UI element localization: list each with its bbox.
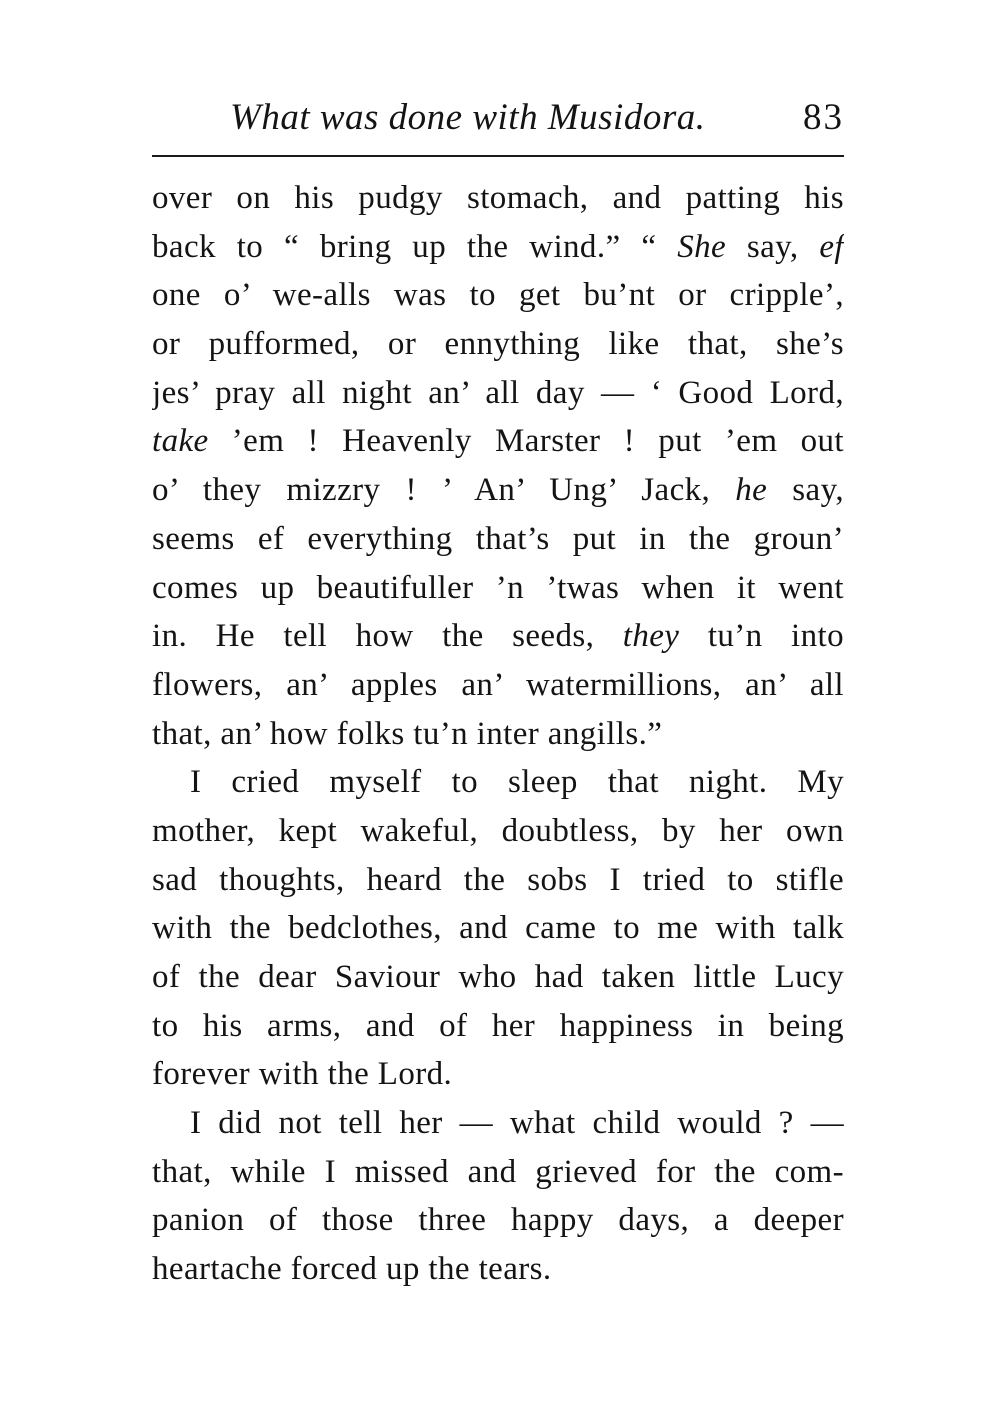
text-segment: back to “ bring up the wind.” “ [152,228,678,265]
italic-text: take [152,423,209,460]
text-segment: tu’n into [679,618,844,655]
text-line [152,174,844,223]
text-segment: comes up beautifuller ’n ’twas when it went [152,569,844,606]
italic-text: ef [819,228,844,265]
text-line [152,515,844,564]
text-segment: o’ they mizzry ! ’ An’ Ung’ Jack, [152,472,736,509]
text-line [152,320,844,369]
text-segment: heartache forced up the tears. [152,1251,552,1288]
text-line [152,807,844,856]
text-line [152,417,844,466]
text-segment: flowers, an’ apples an’ watermillions, an’ all [152,666,844,703]
text-segment: that, an’ how folks tu’n inter angills.” [152,715,663,752]
text-segment: or pufformed, or ennything like that, she’s [152,326,844,363]
text-line [152,1099,844,1148]
text-segment: I did not tell her — what child would ? — [190,1105,844,1142]
text-line [152,1002,844,1051]
italic-text: he [735,472,768,509]
running-title: What was done with Musidora. [230,97,706,138]
text-segment: that, while I missed and grieved for the com- [152,1153,844,1190]
text-line [152,466,844,515]
text-segment: over on his pudgy stomach, and patting his [152,180,844,216]
text-segment: mother, kept wakeful, doubtless, by her own [152,812,844,849]
text-segment: seems ef everything that’s put in the groun’ [152,520,844,557]
text-segment: with the bedclothes, and came to me with talk [152,910,844,947]
text-line [152,661,844,710]
text-line [152,1148,844,1197]
text-segment: jes’ pray all night an’ all day — ‘ Good Lord, [152,374,844,411]
text-segment: sad thoughts, heard the sobs I tried to stifle [152,861,844,898]
text-segment: ’em ! Heavenly Marster ! put ’em out [208,423,844,460]
text-line [152,1245,844,1294]
running-head [152,96,844,146]
header-rule [152,155,844,157]
text-line [152,271,844,320]
text-segment: say, [726,228,820,265]
text-segment: of the dear Saviour who had taken little Lucy [152,959,844,995]
text-line [152,1050,844,1099]
text-line [152,369,844,418]
text-line [152,710,844,759]
text-line [152,856,844,905]
text-segment: one o’ we-alls was to get bu’nt or cripple’, [152,277,844,314]
body-text [152,174,844,1294]
italic-text: She [677,228,727,265]
text-segment: I cried myself to sleep that night. My [190,764,844,801]
page-number: 83 [803,97,844,138]
text-line [152,564,844,613]
text-line [152,953,844,1002]
text-line [152,223,844,272]
text-line [152,758,844,807]
text-segment: panion of those three happy days, a deeper [152,1202,844,1239]
text-line [152,904,844,953]
text-segment: to his arms, and of her happiness in being [152,1007,844,1044]
italic-text: they [622,618,680,655]
text-segment: in. He tell how the seeds, [152,618,623,655]
text-line [152,612,844,661]
text-segment: forever with the Lord. [152,1056,453,1093]
text-segment: say, [767,472,844,509]
text-line [152,1196,844,1245]
